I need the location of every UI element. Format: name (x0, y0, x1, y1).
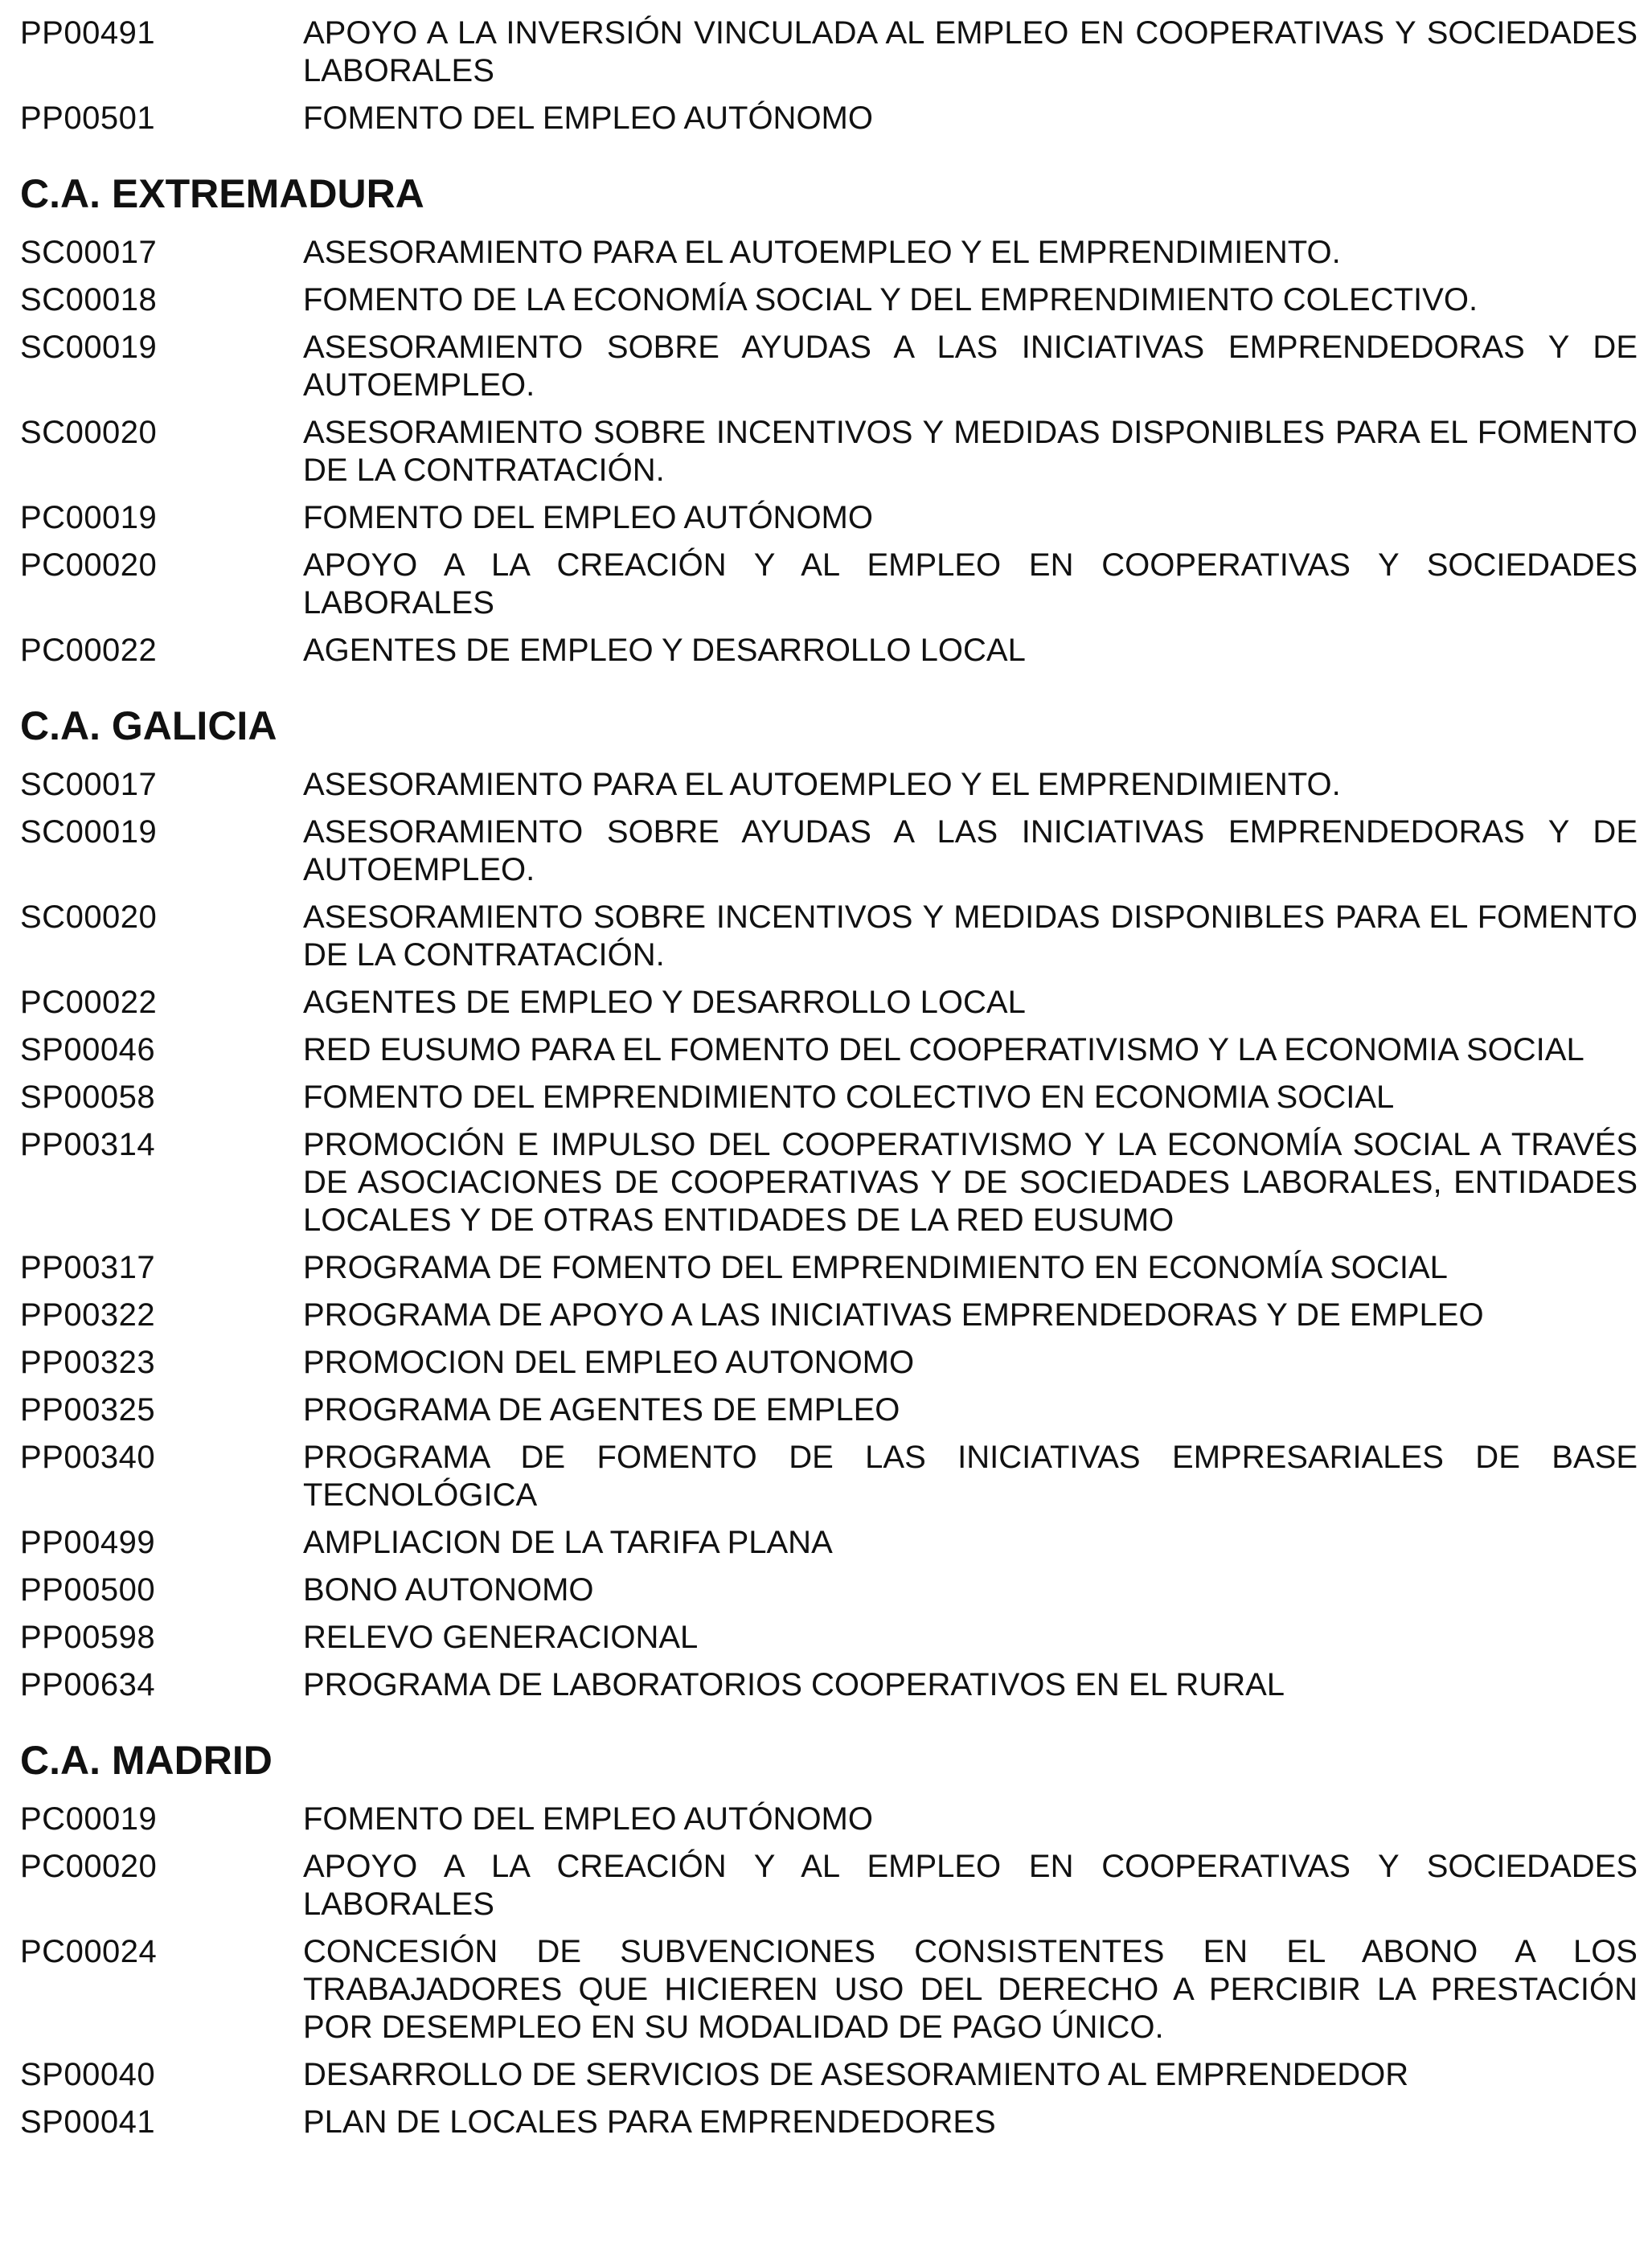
item-description: FOMENTO DE LA ECONOMÍA SOCIAL Y DEL EMPRENDIMIENTO COLECTIVO. (303, 282, 1478, 318)
item-code: PP00325 (20, 1392, 156, 1428)
list-item (20, 1079, 1638, 1116)
section (20, 14, 1638, 137)
item-description: AGENTES DE EMPLEO Y DESARROLLO LOCAL (303, 633, 1026, 668)
list-item (20, 2104, 1638, 2141)
item-code: PP00322 (20, 1297, 156, 1333)
item-description: ASESORAMIENTO SOBRE INCENTIVOS Y MEDIDAS DISPONIBLES PARA EL FOMENTO DE LA CONTRATACIÓN. (303, 899, 1638, 973)
item-code: PC00020 (20, 1849, 158, 1884)
item-description: ASESORAMIENTO PARA EL AUTOEMPLEO Y EL EMPRENDIMIENTO. (303, 235, 1341, 270)
list-item (20, 281, 1638, 319)
list-item (20, 1801, 1638, 1838)
item-code: PC00024 (20, 1934, 158, 1969)
item-description: ASESORAMIENTO SOBRE AYUDAS A LAS INICIATIVAS EMPRENDEDORAS Y DE AUTOEMPLEO. (303, 814, 1638, 887)
item-description: AMPLIACION DE LA TARIFA PLANA (303, 1525, 833, 1560)
item-code: SC00018 (20, 282, 158, 318)
list-item (20, 1933, 1638, 2046)
item-description: FOMENTO DEL EMPRENDIMIENTO COLECTIVO EN ECONOMIA SOCIAL (303, 1080, 1395, 1115)
list-item (20, 984, 1638, 1022)
item-description: RELEVO GENERACIONAL (303, 1620, 699, 1655)
list-item (20, 1571, 1638, 1609)
item-description: APOYO A LA CREACIÓN Y AL EMPLEO EN COOPERATIVAS Y SOCIEDADES LABORALES (303, 547, 1638, 621)
item-code: PC00020 (20, 547, 158, 583)
list-item (20, 14, 1638, 90)
section-title: C.A. MADRID (20, 1738, 273, 1783)
item-code: PP00323 (20, 1345, 156, 1380)
list-item (20, 1126, 1638, 1239)
item-description: ASESORAMIENTO SOBRE INCENTIVOS Y MEDIDAS DISPONIBLES PARA EL FOMENTO DE LA CONTRATACIÓN. (303, 415, 1638, 488)
list-item (20, 499, 1638, 537)
list-item (20, 1666, 1638, 1704)
item-description: RED EUSUMO PARA EL FOMENTO DEL COOPERATIVISMO Y LA ECONOMIA SOCIAL (303, 1032, 1584, 1067)
item-code: SC00017 (20, 767, 158, 802)
item-code: PP00340 (20, 1440, 156, 1475)
item-code: SC00020 (20, 899, 158, 935)
item-description: APOYO A LA CREACIÓN Y AL EMPLEO EN COOPERATIVAS Y SOCIEDADES LABORALES (303, 1849, 1638, 1922)
document-page (20, 14, 1638, 2151)
section (20, 170, 1638, 670)
list-item (20, 1249, 1638, 1287)
item-description: PROGRAMA DE APOYO A LAS INICIATIVAS EMPRENDEDORAS Y DE EMPLEO (303, 1297, 1484, 1333)
item-description: PROGRAMA DE FOMENTO DE LAS INICIATIVAS EMPRESARIALES DE BASE TECNOLÓGICA (303, 1440, 1638, 1513)
item-code: PP00499 (20, 1525, 156, 1560)
list-item (20, 899, 1638, 974)
item-description: PLAN DE LOCALES PARA EMPRENDEDORES (303, 2104, 996, 2140)
item-description: PROMOCIÓN E IMPULSO DEL COOPERATIVISMO Y LA ECONOMÍA SOCIAL A TRAVÉS DE ASOCIACIONES DE COOPERATIVAS Y DE SOCIEDADES LABORALES, ENTIDADES LOCALES Y DE OTRAS ENTIDADES DE LA RED EUSUMO (303, 1127, 1638, 1238)
item-code: SP00058 (20, 1080, 156, 1115)
item-code: PP00317 (20, 1250, 156, 1285)
list-item (20, 329, 1638, 404)
item-code: SC00020 (20, 415, 158, 450)
item-code: SP00041 (20, 2104, 156, 2140)
item-description: PROGRAMA DE LABORATORIOS COOPERATIVOS EN EL RURAL (303, 1667, 1285, 1702)
list-item (20, 1439, 1638, 1514)
item-code: PP00314 (20, 1127, 156, 1162)
item-code: PP00500 (20, 1572, 156, 1608)
list-item (20, 547, 1638, 622)
list-item (20, 1848, 1638, 1923)
list-item (20, 1031, 1638, 1069)
list-item (20, 234, 1638, 272)
section (20, 702, 1638, 1704)
item-description: AGENTES DE EMPLEO Y DESARROLLO LOCAL (303, 985, 1026, 1020)
section (20, 1736, 1638, 2141)
item-code: SP00040 (20, 2057, 156, 2092)
item-description: CONCESIÓN DE SUBVENCIONES CONSISTENTES EN EL ABONO A LOS TRABAJADORES QUE HICIEREN USO DEL DERECHO A PERCIBIR LA PRESTACIÓN POR DESEMPLEO EN SU MODALIDAD DE PAGO ÚNICO. (303, 1934, 1638, 2045)
item-description: ASESORAMIENTO SOBRE AYUDAS A LAS INICIATIVAS EMPRENDEDORAS Y DE AUTOEMPLEO. (303, 330, 1638, 403)
item-description: APOYO A LA INVERSIÓN VINCULADA AL EMPLEO EN COOPERATIVAS Y SOCIEDADES LABORALES (303, 15, 1638, 88)
item-description: DESARROLLO DE SERVICIOS DE ASESORAMIENTO AL EMPRENDEDOR (303, 2057, 1409, 2092)
item-code: SC00019 (20, 330, 158, 365)
item-code: SC00019 (20, 814, 158, 850)
item-code: PP00491 (20, 15, 156, 51)
item-description: PROMOCION DEL EMPLEO AUTONOMO (303, 1345, 915, 1380)
item-code: PP00634 (20, 1667, 156, 1702)
item-code: PP00598 (20, 1620, 156, 1655)
list-item (20, 1344, 1638, 1382)
item-description: ASESORAMIENTO PARA EL AUTOEMPLEO Y EL EMPRENDIMIENTO. (303, 767, 1341, 802)
list-item (20, 414, 1638, 490)
item-code: PC00019 (20, 1801, 158, 1837)
item-code: PP00501 (20, 100, 156, 136)
list-item (20, 766, 1638, 804)
list-item (20, 2056, 1638, 2094)
item-description: FOMENTO DEL EMPLEO AUTÓNOMO (303, 100, 873, 136)
item-description: PROGRAMA DE AGENTES DE EMPLEO (303, 1392, 900, 1428)
item-code: PC00019 (20, 500, 158, 535)
item-code: SP00046 (20, 1032, 156, 1067)
list-item (20, 813, 1638, 889)
item-description: PROGRAMA DE FOMENTO DEL EMPRENDIMIENTO EN ECONOMÍA SOCIAL (303, 1250, 1448, 1285)
item-code: SC00017 (20, 235, 158, 270)
list-item (20, 1391, 1638, 1429)
list-item (20, 1524, 1638, 1562)
item-description: FOMENTO DEL EMPLEO AUTÓNOMO (303, 1801, 873, 1837)
item-description: BONO AUTONOMO (303, 1572, 594, 1608)
list-item (20, 100, 1638, 137)
item-code: PC00022 (20, 633, 158, 668)
section-title: C.A. GALICIA (20, 703, 277, 748)
item-code: PC00022 (20, 985, 158, 1020)
list-item (20, 1619, 1638, 1657)
item-description: FOMENTO DEL EMPLEO AUTÓNOMO (303, 500, 873, 535)
section-title: C.A. EXTREMADURA (20, 171, 424, 216)
list-item (20, 1297, 1638, 1334)
list-item (20, 632, 1638, 670)
